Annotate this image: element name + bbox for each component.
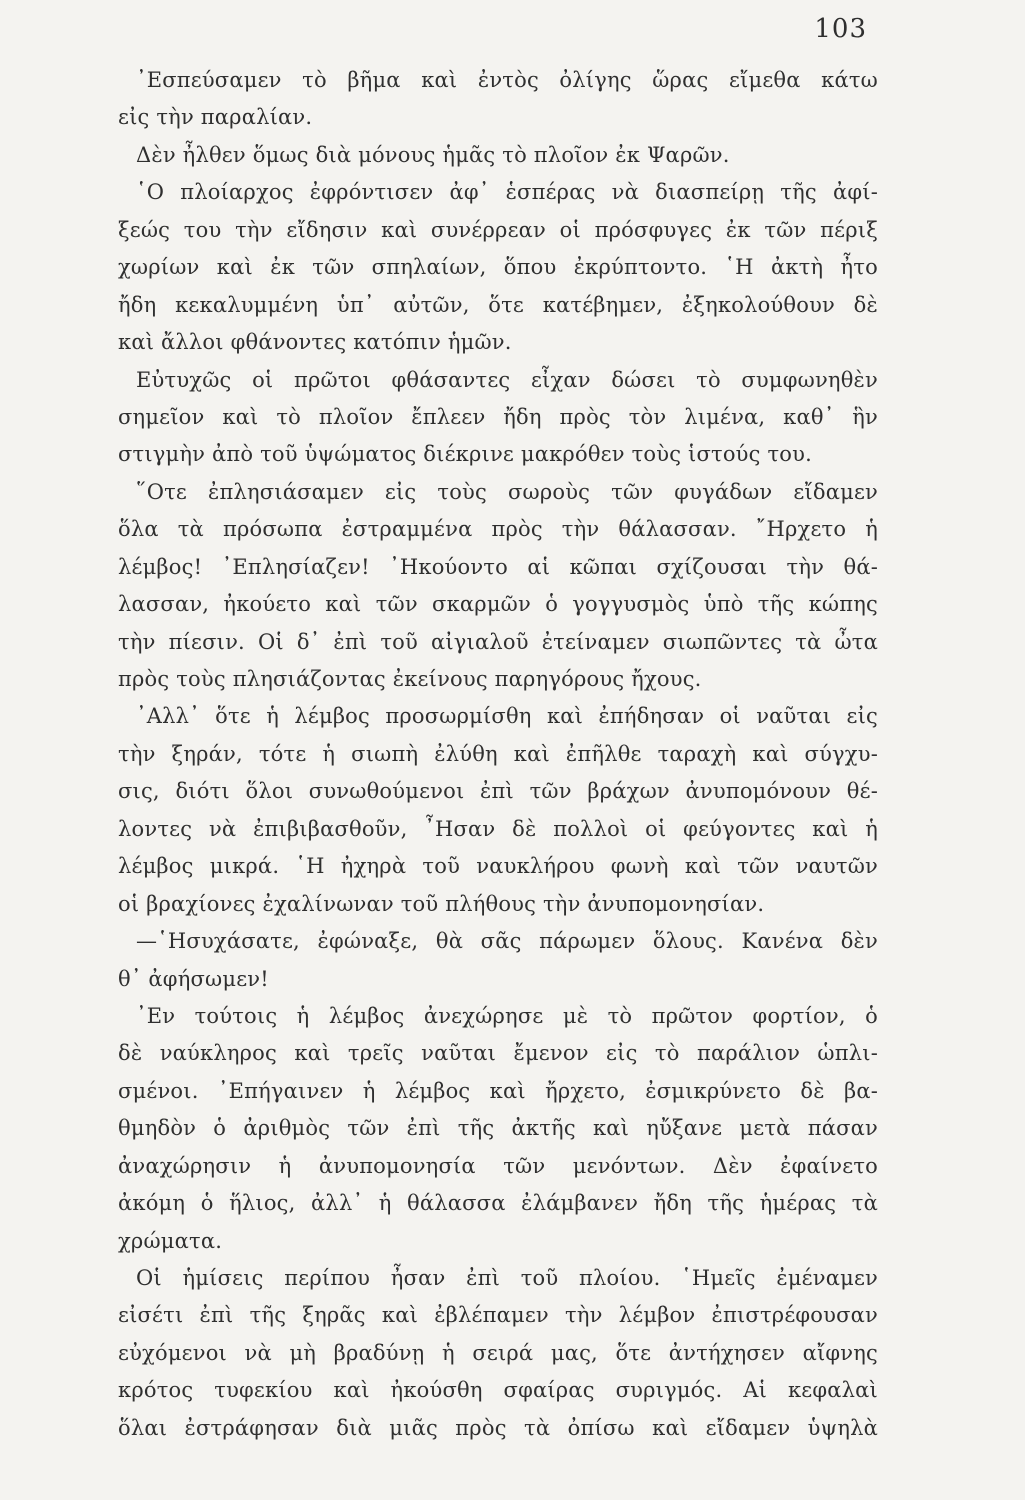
text-line: στιγμὴν ἀπὸ τοῦ ὑψώματος διέκρινε μακρόθεν τοὺς ἱστούς του.	[118, 442, 812, 467]
text-line: ῞Οτε ἐπλησιάσαμεν εἰς τοὺς σωροὺς τῶν φυγάδων εἴδαμεν	[136, 479, 878, 504]
text-line: ἀναχώρησιν ἡ ἀνυπομονησία τῶν μενόντων. Δὲν ἐφαίνετο	[118, 1153, 878, 1178]
text-line: εὐχόμενοι νὰ μὴ βραδύνῃ ἡ σειρά μας, ὅτε ἀντήχησεν αἴφνης	[118, 1340, 878, 1365]
text-line: Δὲν ἦλθεν ὅμως διὰ μόνους ἡμᾶς τὸ πλοῖον ἐκ Ψαρῶν.	[136, 142, 730, 167]
text-line: πρὸς τοὺς πλησιάζοντας ἐκείνους παρηγόρους ἤχους.	[118, 667, 702, 691]
text-line: ἀκόμη ὁ ἥλιος, ἀλλ᾿ ἡ θάλασσα ἐλάμβανεν ἤδη τῆς ἡμέρας τὰ	[118, 1191, 878, 1216]
text-line: τὴν πίεσιν. Οἱ δ᾿ ἐπὶ τοῦ αἰγιαλοῦ ἐτείναμεν σιωπῶντες τὰ ὦτα	[118, 629, 878, 654]
text-line: χωρίων καὶ ἐκ τῶν σπηλαίων, ὅπου ἐκρύπτοντο. ῾Η ἀκτὴ ἦτο	[118, 255, 878, 280]
text-line: οἱ βραχίονες ἐχαλίνωναν τοῦ πλήθους τὴν ἀνυπομονησίαν.	[118, 891, 765, 916]
text-line: σις, διότι ὅλοι συνωθούμενοι ἐπὶ τῶν βράχων ἀνυπομόνουν θέ-	[118, 779, 878, 804]
text-line: ᾿Αλλ᾿ ὅτε ἡ λέμβος προσωρμίσθη καὶ ἐπήδησαν οἱ ναῦται εἰς	[136, 704, 878, 729]
text-line: θμηδὸν ὁ ἀριθμὸς τῶν ἐπὶ τῆς ἀκτῆς καὶ ηὔξανε μετὰ πάσαν	[118, 1116, 878, 1141]
text-line: ξεώς του τὴν εἴδησιν καὶ συνέρρεαν οἱ πρόσφυγες ἐκ τῶν πέριξ	[118, 217, 878, 242]
body-text	[118, 62, 878, 1447]
text-line: λέμβος μικρά. ῾Η ἠχηρὰ τοῦ ναυκλήρου φωνὴ καὶ τῶν ναυτῶν	[118, 854, 878, 879]
text-line: λοντες νὰ ἐπιβιβασθοῦν, ῏Ησαν δὲ πολλοὶ οἱ φεύγοντες καὶ ἡ	[118, 816, 878, 841]
text-line: Οἱ ἡμίσεις περίπου ἦσαν ἐπὶ τοῦ πλοίου. ῾Ημεῖς ἐμέναμεν	[136, 1266, 878, 1290]
text-line: τὴν ξηράν, τότε ἡ σιωπὴ ἐλύθη καὶ ἐπῆλθε ταραχὴ καὶ σύγχυ-	[118, 741, 878, 766]
text-line: εἰς τὴν παραλίαν.	[118, 105, 313, 130]
text-line: ῾Ο πλοίαρχος ἐφρόντισεν ἀφ᾿ ἑσπέρας νὰ διασπείρῃ τῆς ἀφί-	[136, 180, 878, 205]
page-number: 103	[814, 14, 867, 44]
text-line: Εὐτυχῶς οἱ πρῶτοι φθάσαντες εἶχαν δώσει τὸ συμφωνηθὲν	[136, 367, 878, 392]
text-line: κρότος τυφεκίου καὶ ἠκούσθη σφαίρας συριγμός. Αἱ κεφαλαὶ	[118, 1378, 878, 1403]
text-line: ὅλαι ἐστράφησαν διὰ μιᾶς πρὸς τὰ ὀπίσω καὶ εἴδαμεν ὑψηλὰ	[118, 1415, 878, 1440]
text-line: λέμβος! ᾿Επλησίαζεν! ᾿Ηκούοντο αἱ κῶπαι σχίζουσαι τὴν θά-	[118, 554, 878, 579]
text-line: ᾿Εσπεύσαμεν τὸ βῆμα καὶ ἐντὸς ὀλίγης ὥρας εἴμεθα κάτω	[136, 68, 878, 92]
text-line: εἰσέτι ἐπὶ τῆς ξηρᾶς καὶ ἐβλέπαμεν τὴν λέμβον ἐπιστρέφουσαν	[118, 1303, 878, 1328]
text-line: ὅλα τὰ πρόσωπα ἐστραμμένα πρὸς τὴν θάλασσαν. ῎Ηρχετο ἡ	[118, 517, 878, 542]
text-line: καὶ ἄλλοι φθάνοντες κατόπιν ἡμῶν.	[118, 330, 512, 355]
text-line: ᾿Εν τούτοις ἡ λέμβος ἀνεχώρησε μὲ τὸ πρῶτον φορτίον, ὁ	[136, 1003, 878, 1028]
text-line: ἤδη κεκαλυμμένη ὑπ᾿ αὐτῶν, ὅτε κατέβημεν, ἐξηκολούθουν δὲ	[118, 292, 878, 317]
text-line: θ᾿ ἀφήσωμεν!	[118, 966, 269, 991]
text-line: —῾Ησυχάσατε, ἐφώναξε, θὰ σᾶς πάρωμεν ὅλους. Κανένα δὲν	[136, 929, 878, 954]
text-line: σμένοι. ᾿Επήγαινεν ἡ λέμβος καὶ ἤρχετο, ἐσμικρύνετο δὲ βα-	[118, 1078, 878, 1103]
text-line: χρώματα.	[118, 1228, 223, 1253]
text-line: σημεῖον καὶ τὸ πλοῖον ἔπλεεν ἤδη πρὸς τὸν λιμένα, καθ᾿ ἣν	[118, 404, 878, 429]
text-line: δὲ ναύκληρος καὶ τρεῖς ναῦται ἔμενον εἰς τὸ παράλιον ὡπλι-	[118, 1041, 878, 1066]
text-line: λασσαν, ἠκούετο καὶ τῶν σκαρμῶν ὁ γογγυσμὸς ὑπὸ τῆς κώπης	[118, 592, 878, 617]
